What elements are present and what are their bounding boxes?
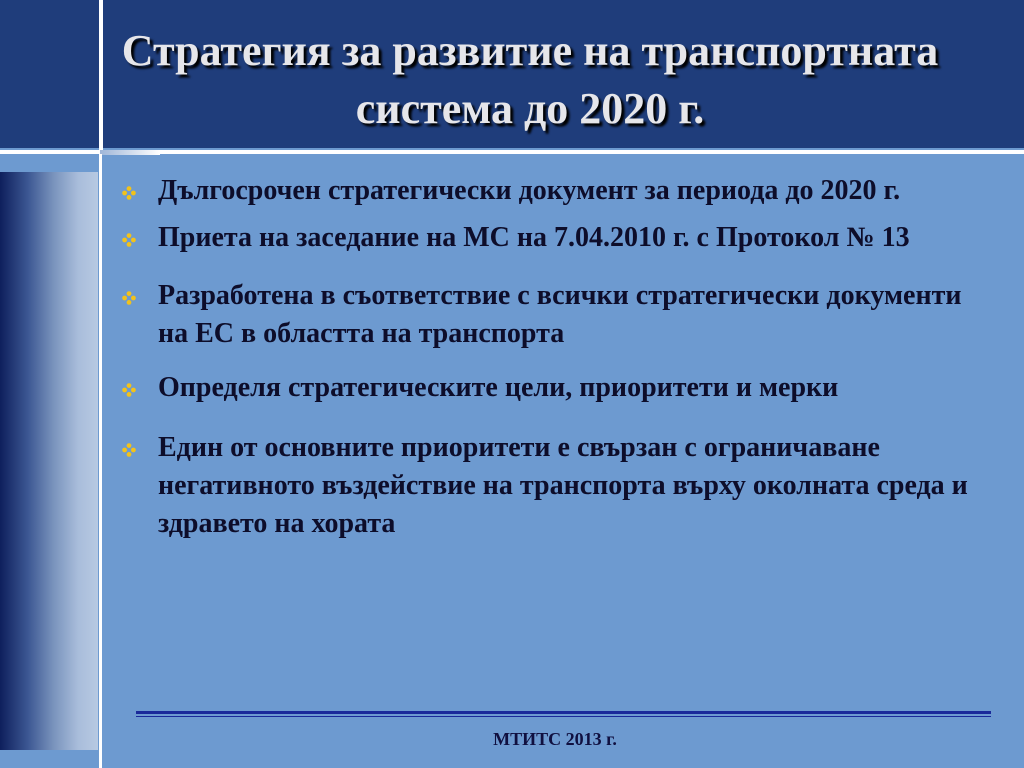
footer-divider-thin (136, 716, 991, 717)
bullet-text: Дългосрочен стратегически документ за периода до 2020 г. (158, 175, 901, 206)
diamond-bullet-icon (122, 383, 136, 397)
header-vertical-divider (99, 0, 103, 150)
footer-label: МТИТС 2013 г. (493, 729, 617, 749)
footer-divider-thick (136, 711, 991, 714)
bullet-text: Приета на заседание на МС на 7.04.2010 г. с Протокол № 13 (158, 222, 910, 253)
bullet-item-4 (118, 369, 998, 407)
divider-accent (100, 150, 160, 155)
bullet-list (118, 172, 998, 543)
diamond-bullet-icon (122, 443, 136, 457)
slide-title: Стратегия за развитие на транспортната система до 2020 г. (121, 26, 939, 133)
bullet-item-5 (118, 429, 998, 543)
bullet-text: Разработена в съответствие с всички стратегически документи на ЕС в областта на транспорта (158, 280, 962, 349)
left-gradient-bar (0, 172, 98, 750)
bullet-item-2 (118, 219, 998, 257)
left-vertical-divider (99, 154, 102, 768)
diamond-bullet-icon (122, 186, 136, 200)
diamond-bullet-icon (122, 233, 136, 247)
bullet-item-3 (118, 277, 998, 353)
bullet-item-1 (118, 172, 998, 210)
bullet-text: Определя стратегическите цели, приоритети и мерки (158, 372, 839, 403)
bullet-text: Един от основните приоритети е свързан с ограничаване негативното въздействие на транспорта върху околната среда и здравето на хората (158, 432, 968, 539)
diamond-bullet-icon (122, 291, 136, 305)
